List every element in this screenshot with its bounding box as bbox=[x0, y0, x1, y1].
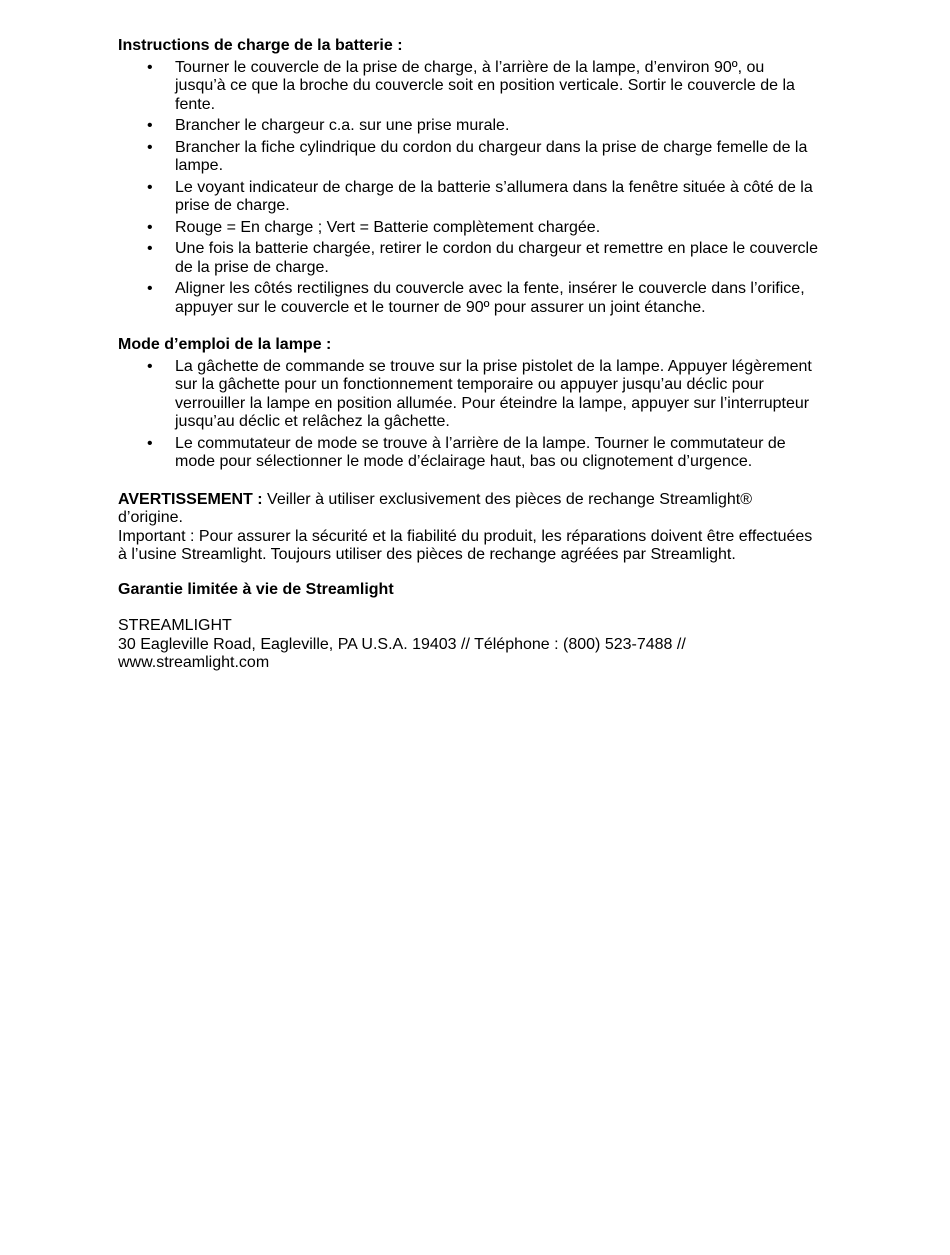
spacer bbox=[118, 599, 818, 617]
bullet-icon: • bbox=[147, 434, 153, 452]
list-item-text: Aligner les côtés rectilignes du couvercle avec la fente, insérer le couvercle dans l’orifice, appuyer sur le couvercle et le tourner de 90º pour assurer un joint étanche. bbox=[175, 280, 805, 316]
bullet-icon: • bbox=[147, 357, 153, 375]
spacer bbox=[118, 565, 818, 581]
bullet-icon: • bbox=[147, 117, 153, 134]
document-page bbox=[118, 37, 818, 673]
company-address: 30 Eagleville Road, Eagleville, PA U.S.A. 19403 // Téléphone : (800) 523-7488 // www.streamlight.com bbox=[118, 635, 686, 671]
list-item bbox=[118, 59, 818, 115]
list-item bbox=[118, 280, 818, 317]
list-item-text: Brancher le chargeur c.a. sur une prise murale. bbox=[175, 117, 510, 134]
bullet-icon: • bbox=[147, 138, 153, 156]
company-name: STREAMLIGHT bbox=[118, 617, 232, 634]
list-item-text: Le commutateur de mode se trouve à l’arrière de la lampe. Tourner le commutateur de mode pour sélectionner le mode d’éclairage haut, bas ou clignotement d’urgence. bbox=[175, 434, 786, 470]
spacer bbox=[118, 475, 818, 491]
list-item bbox=[118, 139, 818, 176]
list-item bbox=[118, 219, 818, 238]
list-item bbox=[118, 435, 818, 472]
usage-list bbox=[118, 358, 818, 472]
list-item bbox=[118, 179, 818, 216]
warning-label: AVERTISSEMENT : bbox=[118, 490, 263, 508]
warning-paragraph bbox=[118, 491, 818, 528]
list-item-text: Une fois la batterie chargée, retirer le cordon du chargeur et remettre en place le couvercle de la prise de charge. bbox=[175, 240, 819, 276]
charging-list bbox=[118, 59, 818, 318]
warning-text: Veiller à utiliser exclusivement des pièces de rechange Streamlight® d’origine. bbox=[118, 490, 752, 526]
list-item bbox=[118, 240, 818, 277]
usage-heading: Mode d’emploi de la lampe : bbox=[118, 336, 332, 353]
bullet-icon: • bbox=[147, 280, 153, 297]
bullet-icon: • bbox=[147, 218, 153, 236]
bullet-icon: • bbox=[147, 178, 153, 196]
list-item bbox=[118, 117, 818, 136]
important-paragraph: Important : Pour assurer la sécurité et la fiabilité du produit, les réparations doivent être effectuées à l’usine Streamlight. Toujours utiliser des pièces de rechange agréées par Streamlight. bbox=[118, 527, 813, 563]
bullet-icon: • bbox=[147, 240, 153, 257]
list-item-text: Brancher la fiche cylindrique du cordon du chargeur dans la prise de charge femelle de la lampe. bbox=[175, 138, 808, 174]
list-item-text: La gâchette de commande se trouve sur la prise pistolet de la lampe. Appuyer légèrement sur la gâchette pour un fonctionnement temporaire ou appuyer jusqu’au déclic pour verrouiller la lampe en position allumée. Pour éteindre la lampe, appuyer sur l’interrupteur jusqu’au déclic et relâchez la gâchette. bbox=[175, 357, 812, 430]
spacer bbox=[118, 320, 818, 336]
warranty-heading: Garantie limitée à vie de Streamlight bbox=[118, 580, 394, 598]
list-item-text: Le voyant indicateur de charge de la batterie s’allumera dans la fenêtre située à côté de la prise de charge. bbox=[175, 178, 813, 214]
list-item bbox=[118, 358, 818, 432]
list-item-text: Tourner le couvercle de la prise de charge, à l’arrière de la lampe, d’environ 90º, ou jusqu’à ce que la broche du couvercle soit en position verticale. Sortir le couvercle de la fente. bbox=[175, 58, 795, 113]
charging-heading: Instructions de charge de la batterie : bbox=[118, 37, 403, 54]
bullet-icon: • bbox=[147, 58, 153, 76]
list-item-text: Rouge = En charge ; Vert = Batterie complètement chargée. bbox=[175, 218, 601, 236]
